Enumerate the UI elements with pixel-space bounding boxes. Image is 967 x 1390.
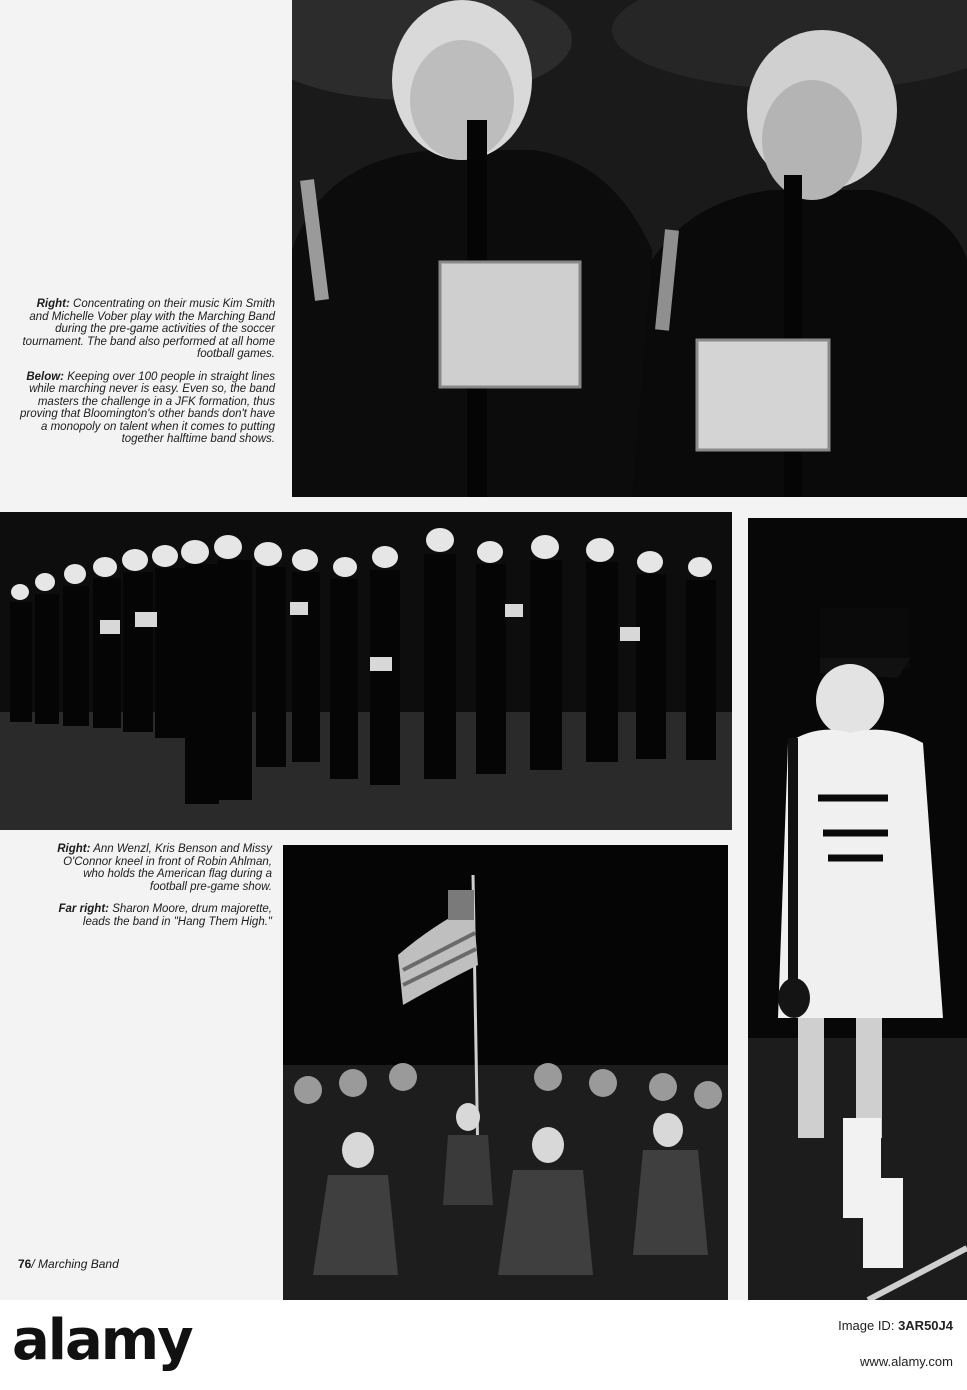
image-id-label: Image ID:	[838, 1318, 895, 1333]
caption-label: Far right:	[58, 903, 109, 915]
image-id-value: 3AR50J4	[898, 1318, 953, 1333]
stock-site[interactable]: www.alamy.com	[860, 1354, 953, 1369]
caption-label: Below:	[26, 370, 65, 383]
caption-label: Right:	[57, 843, 91, 855]
caption-text: Concentrating on their music Kim Smith and Michelle Vober play with the Marching Band during the pre-game activities of the soccer tournament. The band also performed at all home football games.	[22, 298, 275, 360]
marching-band-image	[0, 512, 732, 830]
stock-image-id	[838, 1318, 953, 1333]
drum-majorette-image	[748, 518, 967, 1300]
photo-marching-band	[0, 512, 732, 830]
caption-bottom-right	[50, 843, 272, 893]
flag-ceremony-image	[283, 845, 728, 1300]
caption-top-below	[20, 371, 275, 446]
caption-top	[20, 298, 275, 456]
photo-flag-ceremony	[283, 845, 728, 1300]
caption-label: Right:	[36, 298, 70, 310]
caption-text: Keeping over 100 people in straight lines while marching never is easy. Even so, the band masters the challenge in a JFK formation, thus proving that Bloomington's other bands don't have a monopoly on talent when it comes to putting together halftime band shows.	[20, 370, 276, 445]
photo-clarinet-players	[292, 0, 967, 497]
photo-drum-majorette	[748, 518, 967, 1300]
page-number: 76	[18, 1257, 32, 1271]
stock-logo: alamy	[12, 1308, 192, 1373]
caption-text: Ann Wenzl, Kris Benson and Missy O'Connor kneel in front of Robin Ahlman, who holds the American flag during a football pre-game show.	[63, 843, 272, 893]
caption-bottom-farright	[50, 903, 272, 928]
page-folio	[18, 1257, 119, 1271]
clarinet-players-image	[292, 0, 967, 497]
caption-top-right	[20, 298, 275, 361]
caption-bottom	[50, 843, 272, 938]
caption-text: Sharon Moore, drum majorette, leads the band in "Hang Them High."	[82, 903, 272, 928]
section-name: / Marching Band	[31, 1257, 119, 1271]
stock-footer	[0, 1300, 967, 1390]
